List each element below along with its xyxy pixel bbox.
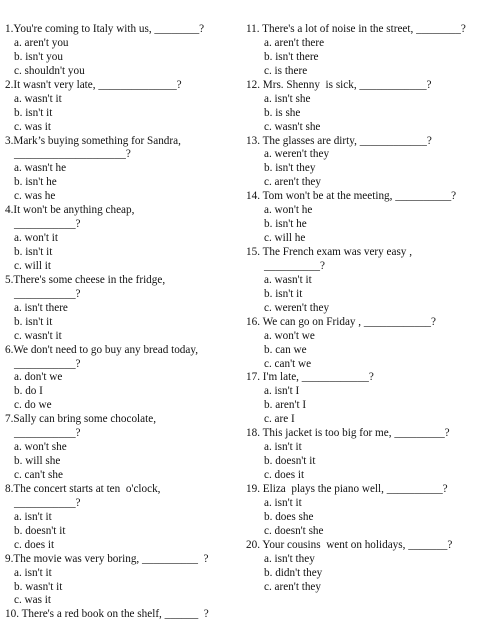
question-text: Tom won't be at the meeting, __________?: [259, 190, 457, 203]
answer-blank: ____________________?: [14, 148, 131, 161]
question-block: [246, 316, 484, 372]
question-block: [246, 371, 484, 427]
question-text: We don't need to go buy any bread today,: [13, 343, 199, 356]
question-text: This jacket is too big for me, _________?: [259, 427, 450, 440]
question-number: 3.: [5, 134, 14, 147]
question-text: We can go on Friday , ____________?: [259, 315, 436, 328]
question-block: [5, 79, 241, 135]
question-block: [5, 608, 241, 622]
question-stem: [246, 371, 484, 385]
question-text: I'm late, ____________?: [259, 371, 374, 384]
question-number: 2.: [5, 78, 14, 91]
question-number: 9.: [5, 552, 14, 565]
question-number: 1.: [5, 23, 14, 35]
answer-option: c. wasn't she: [264, 120, 321, 133]
question-stem: [5, 413, 241, 427]
question-stem: [5, 344, 241, 358]
answer-option: c. are I: [264, 413, 295, 426]
question-number: 5.: [5, 273, 14, 286]
answer-blank: __________?: [264, 259, 325, 272]
question-block: [5, 553, 241, 609]
question-stem: [246, 483, 484, 497]
answer-option: a. isn't there: [14, 301, 68, 314]
answer-option: c. do we: [14, 399, 52, 412]
answer-blank: ___________?: [14, 287, 81, 300]
question-stem: [5, 553, 241, 567]
answer-option: c. will it: [14, 259, 51, 272]
answer-option: c. weren't they: [264, 301, 330, 314]
answer-blank: ___________?: [14, 218, 81, 231]
answer-option: a. won't he: [264, 204, 313, 217]
question-number: 8.: [5, 482, 14, 495]
answer-option: c. was he: [14, 190, 56, 203]
answer-option: c. was it: [14, 120, 51, 133]
answer-option: b. isn't it: [14, 106, 53, 119]
answer-option: b. do I: [14, 385, 43, 398]
answer-option: b. doesn't it: [14, 524, 66, 537]
answer-option: a. weren't they: [264, 148, 330, 161]
question-text: There's a lot of noise in the street, ________?: [259, 23, 466, 35]
question-block: [5, 135, 241, 205]
question-number: 12.: [246, 78, 260, 91]
question-block: [5, 344, 241, 414]
question-stem: [5, 483, 241, 497]
question-number: 7.: [5, 413, 14, 426]
answer-option: b. is she: [264, 106, 301, 119]
question-stem: [5, 135, 241, 149]
answer-option: c. shouldn't you: [14, 64, 85, 77]
question-block: [246, 23, 484, 79]
question-text: It wasn't very late, ______________?: [13, 78, 182, 91]
answer-option: b. isn't they: [264, 162, 316, 175]
answer-option: c. does it: [264, 469, 305, 481]
answer-blank: ___________?: [14, 427, 81, 440]
question-block: [246, 190, 484, 246]
question-text: There's a red book on the shelf, ______ ?: [18, 608, 209, 621]
answer-option: b. isn't he: [14, 176, 57, 189]
answer-option: b. can we: [264, 343, 307, 356]
question-number: 13.: [246, 134, 260, 147]
question-stem: [246, 135, 484, 149]
answer-option: a. don't we: [14, 371, 63, 384]
answer-option: b. will she: [14, 455, 61, 468]
answer-option: b. isn't you: [14, 50, 63, 63]
answer-option: c. doesn't she: [264, 524, 324, 537]
answer-option: b. isn't it: [14, 315, 53, 328]
answer-option: c. aren't they: [264, 580, 321, 593]
answer-option: a. isn't it: [264, 496, 302, 509]
answer-option: c. was it: [14, 594, 51, 607]
answer-option: b. does she: [264, 510, 314, 523]
answer-option: b. doesn't it: [264, 455, 316, 468]
answer-option: b. didn't they: [264, 566, 323, 579]
answer-option: a. aren't you: [14, 36, 69, 49]
answer-option: a. wasn't he: [14, 162, 67, 175]
question-text: Mrs. Shenny is sick, ____________?: [259, 78, 432, 91]
question-text: There's some cheese in the fridge,: [13, 273, 166, 286]
answer-option: b. isn't it: [264, 287, 303, 300]
answer-option: c. will he: [264, 232, 306, 245]
answer-option: a. won't she: [14, 441, 67, 454]
question-stem: [246, 539, 484, 553]
question-block: [5, 274, 241, 344]
question-stem: [5, 23, 241, 37]
question-block: [5, 204, 241, 274]
answer-option: b. isn't it: [14, 246, 53, 258]
answer-option: c. aren't they: [264, 176, 321, 189]
question-text: It won't be anything cheap,: [13, 204, 135, 217]
answer-option: c. does it: [14, 538, 55, 551]
question-block: [5, 483, 241, 553]
question-text: The French exam was very easy ,: [259, 246, 412, 258]
question-stem: [246, 316, 484, 330]
question-text: Sally can bring some chocolate,: [13, 413, 156, 426]
right-column: [246, 23, 484, 594]
answer-blank: ___________?: [14, 496, 81, 509]
left-column: [5, 23, 241, 622]
question-number: 4.: [5, 204, 14, 217]
answer-option: a. won't it: [14, 232, 58, 245]
question-text: The glasses are dirty, ____________?: [259, 134, 432, 147]
question-number: 11.: [246, 23, 260, 35]
answer-option: c. can't we: [264, 357, 312, 370]
answer-option: c. is there: [264, 64, 308, 77]
question-stem: [5, 204, 241, 218]
question-number: 16.: [246, 315, 260, 328]
question-stem: [5, 608, 241, 622]
question-text: Mark’s buying something for Sandra,: [13, 134, 181, 147]
answer-option: a. wasn't it: [14, 92, 62, 105]
answer-option: c. wasn't it: [14, 329, 62, 342]
question-text: The concert starts at ten o'clock,: [13, 482, 161, 495]
question-block: [5, 23, 241, 79]
question-stem: [246, 79, 484, 93]
question-block: [246, 539, 484, 595]
question-block: [246, 427, 484, 483]
answer-option: a. isn't it: [264, 441, 302, 454]
question-block: [5, 413, 241, 483]
question-text: Eliza plays the piano well, __________?: [259, 482, 448, 495]
question-number: 15.: [246, 246, 260, 258]
answer-option: b. isn't he: [264, 218, 307, 231]
question-stem: [246, 427, 484, 441]
question-number: 18.: [246, 427, 260, 440]
answer-option: b. wasn't it: [14, 580, 63, 593]
question-stem: [5, 79, 241, 93]
answer-option: a. isn't they: [264, 552, 315, 565]
question-stem: [5, 274, 241, 288]
answer-option: a. aren't there: [264, 36, 325, 49]
question-block: [246, 79, 484, 135]
question-number: 19.: [246, 482, 260, 495]
question-stem: [246, 190, 484, 204]
answer-option: a. isn't it: [14, 566, 52, 579]
answer-option: a. won't we: [264, 329, 315, 342]
answer-option: a. isn't she: [264, 92, 311, 105]
question-block: [246, 483, 484, 539]
question-text: You're coming to Italy with us, ________?: [13, 23, 205, 35]
answer-option: a. isn't it: [14, 510, 52, 523]
answer-option: a. wasn't it: [264, 273, 312, 286]
answer-blank: ___________?: [14, 357, 81, 370]
question-block: [246, 135, 484, 191]
question-text: Your cousins went on holidays, _______?: [259, 538, 453, 551]
question-block: [246, 246, 484, 316]
answer-option: c. can't she: [14, 469, 63, 481]
question-number: 20.: [246, 538, 260, 551]
question-stem: [246, 246, 484, 260]
question-number: 10.: [5, 608, 19, 621]
answer-option: b. aren't I: [264, 399, 307, 412]
question-stem: [246, 23, 484, 37]
question-number: 14.: [246, 190, 260, 203]
question-number: 6.: [5, 343, 14, 356]
question-number: 17.: [246, 371, 260, 384]
answer-option: a. isn't I: [264, 385, 300, 398]
question-text: The movie was very boring, __________ ?: [13, 552, 209, 565]
answer-option: b. isn't there: [264, 50, 319, 63]
